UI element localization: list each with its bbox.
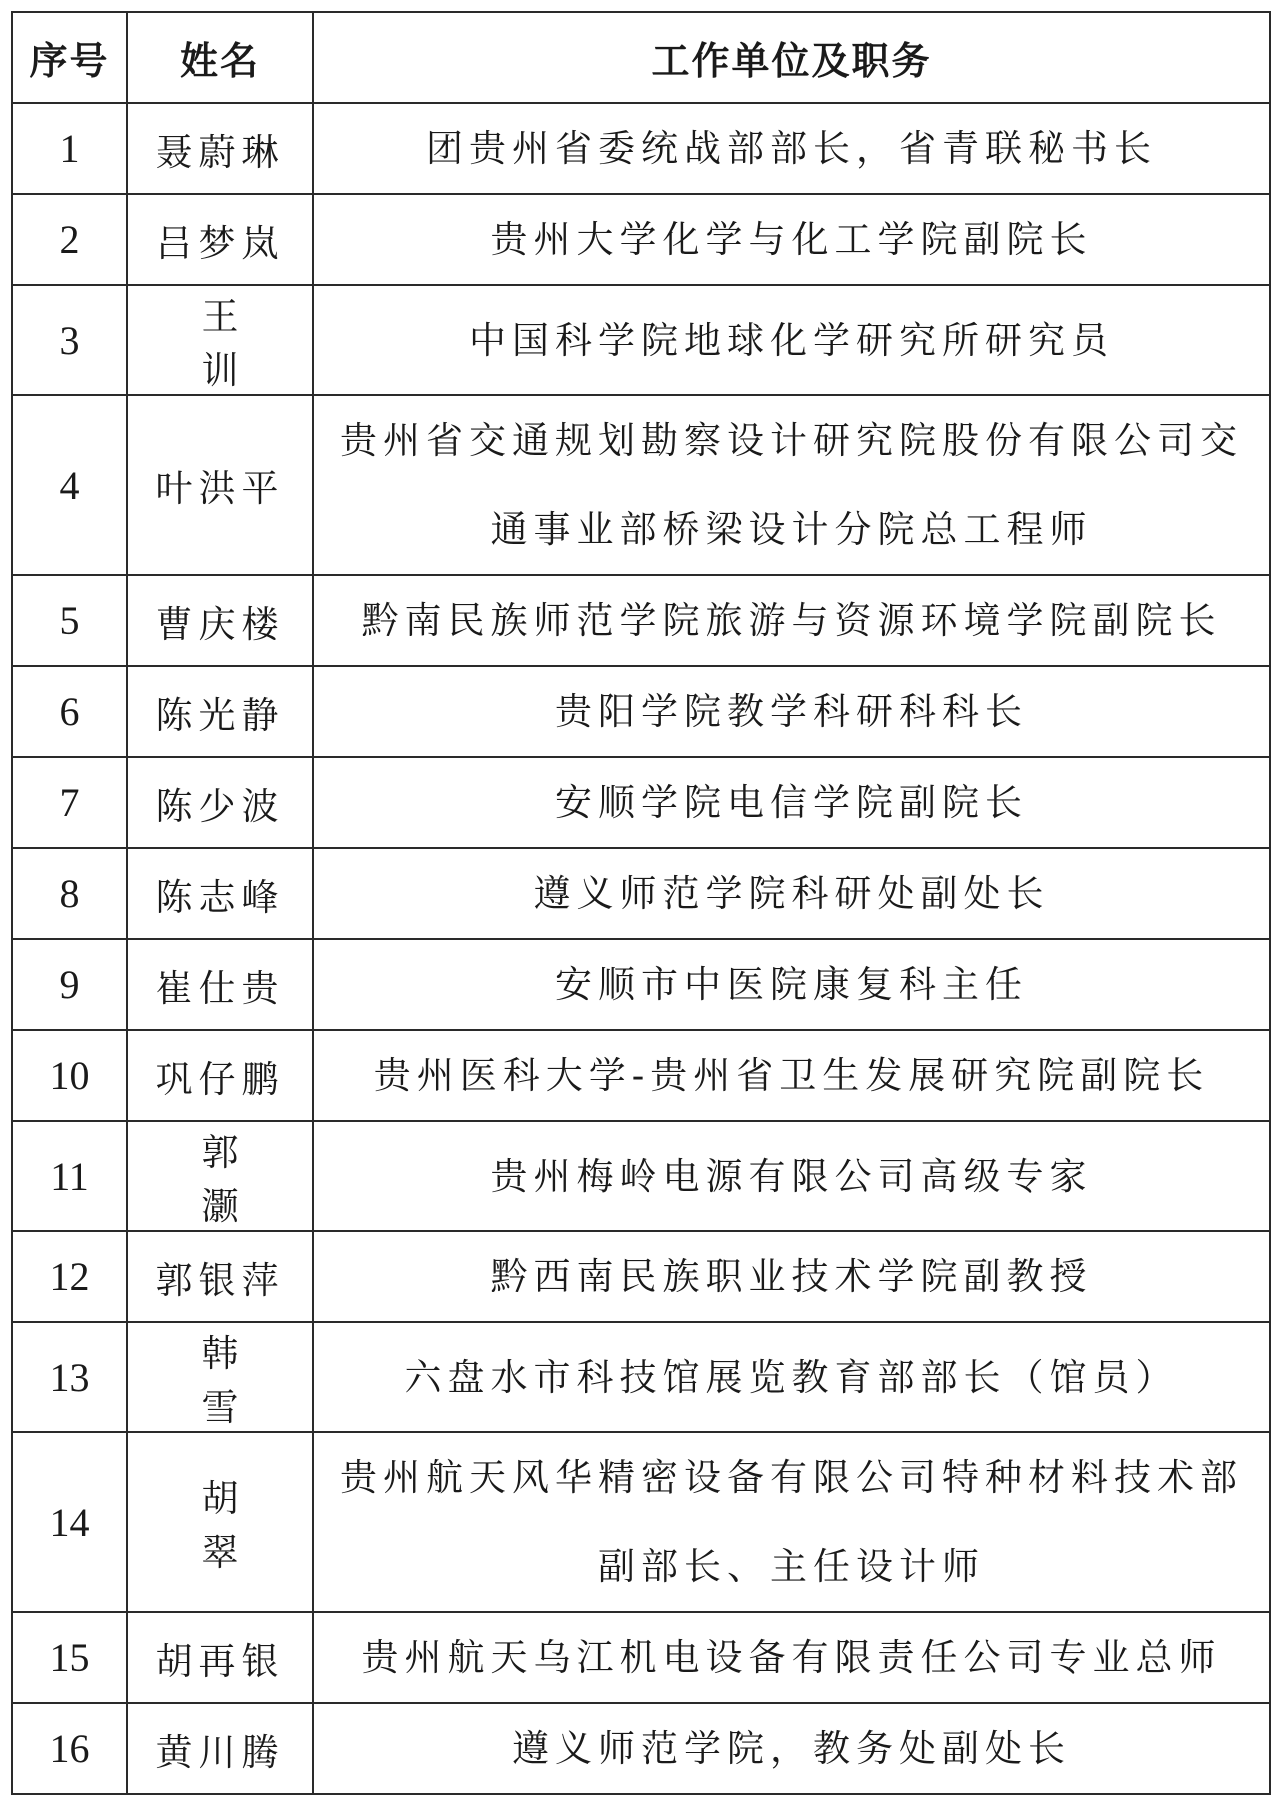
row-position: 贵州医科大学-贵州省卫生发展研究院副院长 [313,1030,1270,1121]
row-position: 贵州航天风华精密设备有限公司特种材料技术部副部长、主任设计师 [313,1432,1270,1612]
row-position: 遵义师范学院科研处副处长 [313,848,1270,939]
row-position: 贵州航天乌江机电设备有限责任公司专业总师 [313,1612,1270,1703]
row-name: 韩雪 [127,1322,313,1432]
row-position: 黔西南民族职业技术学院副教授 [313,1231,1270,1322]
row-name: 崔仕贵 [127,939,313,1030]
row-name: 聂蔚琳 [127,103,313,194]
table-row [12,1432,1270,1612]
row-position: 团贵州省委统战部部长，省青联秘书长 [313,103,1270,194]
row-index: 1 [12,103,127,194]
row-name: 王训 [127,285,313,395]
row-index: 6 [12,666,127,757]
header-index: 序号 [12,12,127,103]
row-index: 2 [12,194,127,285]
row-name: 郭灏 [127,1121,313,1231]
row-position: 贵阳学院教学科研科科长 [313,666,1270,757]
row-name: 郭银萍 [127,1231,313,1322]
table-row [12,194,1270,285]
row-index: 13 [12,1322,127,1432]
row-index: 8 [12,848,127,939]
row-position: 六盘水市科技馆展览教育部部长（馆员） [313,1322,1270,1432]
row-index: 16 [12,1703,127,1794]
row-position: 安顺学院电信学院副院长 [313,757,1270,848]
row-name: 陈志峰 [127,848,313,939]
row-index: 12 [12,1231,127,1322]
table-row [12,103,1270,194]
row-name: 胡翠 [127,1432,313,1612]
row-index: 9 [12,939,127,1030]
row-position: 遵义师范学院，教务处副处长 [313,1703,1270,1794]
header-row [12,12,1270,103]
table-row [12,1322,1270,1432]
row-name: 胡再银 [127,1612,313,1703]
row-position: 黔南民族师范学院旅游与资源环境学院副院长 [313,575,1270,666]
row-name: 陈少波 [127,757,313,848]
table-row [12,1231,1270,1322]
row-index: 11 [12,1121,127,1231]
row-name: 黄川腾 [127,1703,313,1794]
row-position: 贵州大学化学与化工学院副院长 [313,194,1270,285]
row-name: 曹庆楼 [127,575,313,666]
row-position: 安顺市中医院康复科主任 [313,939,1270,1030]
row-index: 14 [12,1432,127,1612]
table-row [12,1612,1270,1703]
table-row [12,1030,1270,1121]
row-index: 4 [12,395,127,575]
roster-table [11,11,1271,1795]
row-index: 10 [12,1030,127,1121]
table-row [12,848,1270,939]
row-name: 叶洪平 [127,395,313,575]
table-row [12,575,1270,666]
row-index: 3 [12,285,127,395]
row-index: 7 [12,757,127,848]
table-row [12,1703,1270,1794]
table-row [12,666,1270,757]
table-row [12,939,1270,1030]
row-index: 15 [12,1612,127,1703]
row-name: 巩仔鹏 [127,1030,313,1121]
row-index: 5 [12,575,127,666]
row-name: 陈光静 [127,666,313,757]
table-row [12,757,1270,848]
row-name: 吕梦岚 [127,194,313,285]
table-row [12,395,1270,575]
row-position: 贵州梅岭电源有限公司高级专家 [313,1121,1270,1231]
row-position: 贵州省交通规划勘察设计研究院股份有限公司交通事业部桥梁设计分院总工程师 [313,395,1270,575]
header-name: 姓名 [127,12,313,103]
header-position: 工作单位及职务 [313,12,1270,103]
table-row [12,1121,1270,1231]
table-row [12,285,1270,395]
row-position: 中国科学院地球化学研究所研究员 [313,285,1270,395]
